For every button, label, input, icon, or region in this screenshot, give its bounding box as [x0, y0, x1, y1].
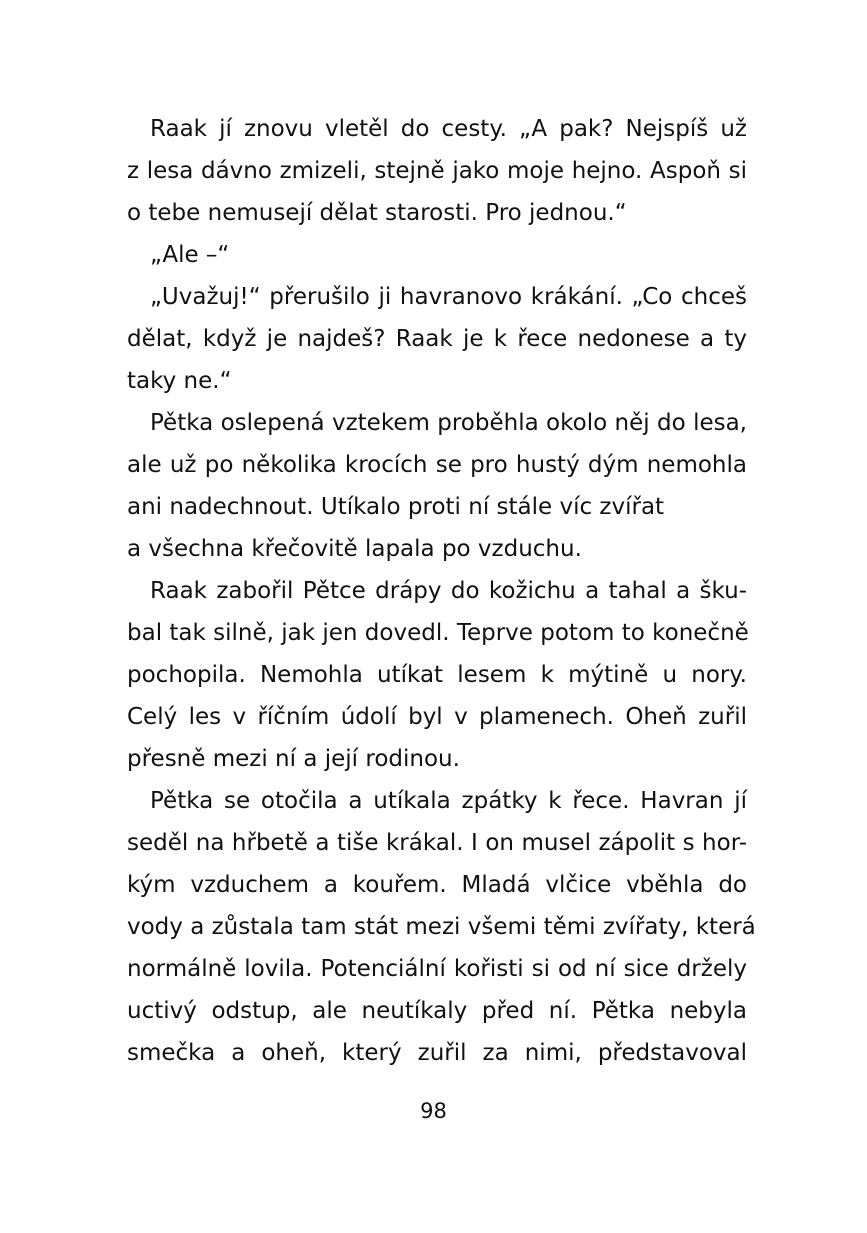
- text-line: ani nadechnout. Utíkalo proti ní stále víc zvířat: [127, 494, 665, 520]
- text-line: Pětka oslepená vztekem proběhla okolo něj do lesa,: [150, 410, 747, 436]
- text-line: uctivý odstup, ale neutíkaly před ní. Pětka nebyla: [127, 998, 747, 1024]
- text-line: z lesa dávno zmizeli, stejně jako moje hejno. Aspoň si: [127, 158, 747, 184]
- text-line: ale už po několika krocích se pro hustý dým nemohla: [127, 452, 747, 478]
- text-line: Raak zabořil Pětce drápy do kožichu a tahal a šku-: [150, 578, 747, 604]
- text-line: Celý les v říčním údolí byl v plamenech. Oheň zuřil: [127, 704, 747, 730]
- text-line: Raak jí znovu vletěl do cesty. „A pak? Nejspíš už: [150, 116, 747, 142]
- text-line: přesně mezi ní a její rodinou.: [127, 746, 460, 772]
- body-text: [127, 108, 756, 1074]
- text-line: kým vzduchem a kouřem. Mladá vlčice vběhla do: [127, 872, 747, 898]
- text-line: „Uvažuj!“ přerušilo ji havranovo krákání. „Co chceš: [150, 284, 747, 310]
- text-line: smečka a oheň, který zuřil za nimi, představoval: [127, 1040, 747, 1066]
- text-line: bal tak silně, jak jen dovedl. Teprve potom to konečně: [127, 620, 749, 646]
- text-line: dělat, když je najdeš? Raak je k řece nedonese a ty: [127, 326, 747, 352]
- text-line: „Ale –“: [150, 242, 230, 268]
- text-line: seděl na hřbetě a tiše krákal. I on musel zápolit s hor-: [127, 830, 747, 856]
- text-line: a všechna křečovitě lapala po vzduchu.: [127, 536, 582, 562]
- text-line: Pětka se otočila a utíkala zpátky k řece. Havran jí: [150, 788, 747, 814]
- text-line: vody a zůstala tam stát mezi všemi těmi zvířaty, která: [127, 914, 756, 940]
- text-line: normálně lovila. Potenciální kořisti si od ní sice držely: [127, 956, 747, 982]
- page-number: 98: [420, 1099, 447, 1123]
- text-line: taky ne.“: [127, 368, 232, 394]
- text-line: pochopila. Nemohla utíkat lesem k mýtině u nory.: [127, 662, 747, 688]
- text-line: o tebe nemusejí dělat starosti. Pro jednou.“: [127, 200, 627, 226]
